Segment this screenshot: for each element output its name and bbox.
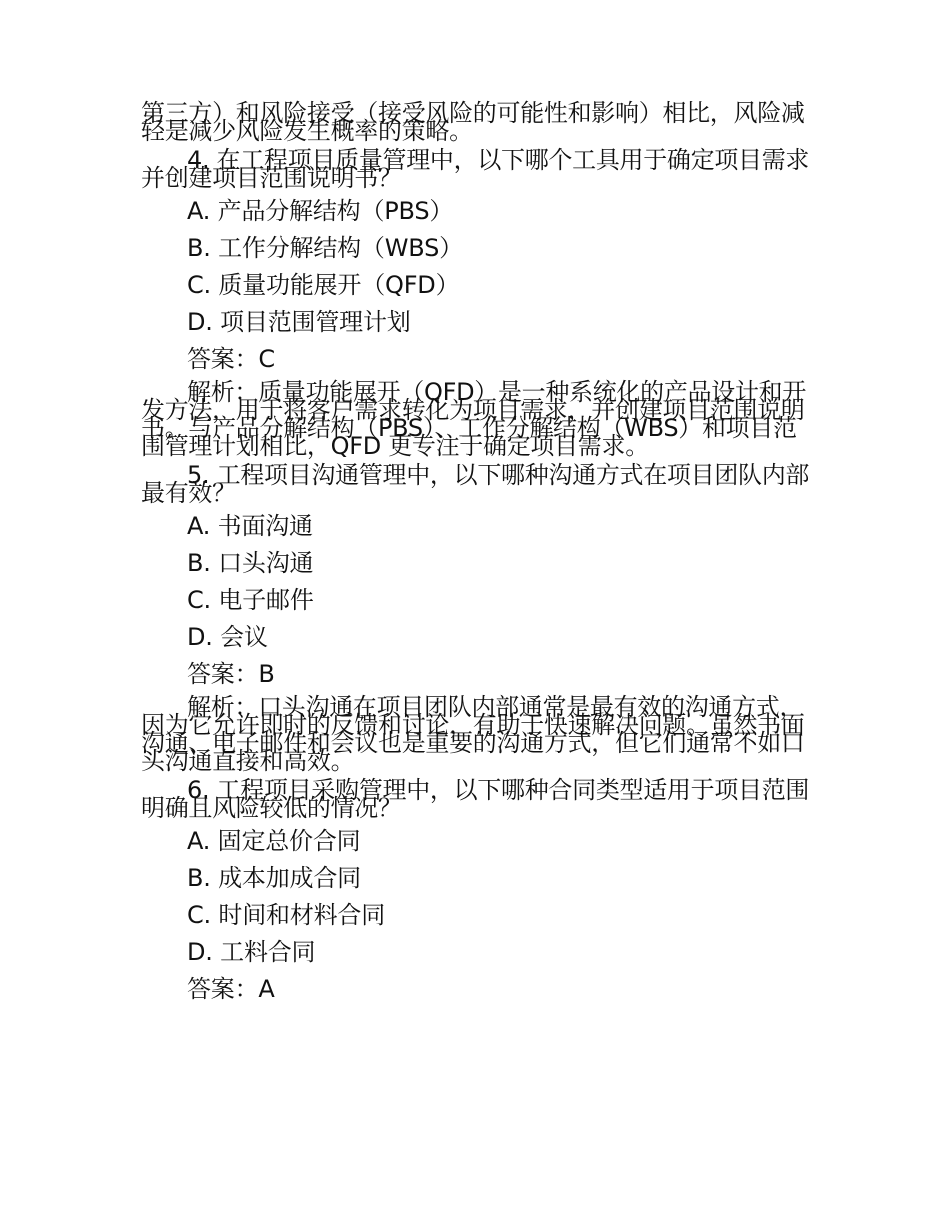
question-5-option-d: D. 会议 bbox=[187, 623, 268, 651]
question-4-answer: 答案：C bbox=[187, 345, 275, 373]
question-6-answer: 答案：A bbox=[187, 975, 275, 1003]
question-5-option-a: A. 书面沟通 bbox=[187, 512, 313, 540]
document-page bbox=[141, 99, 813, 1013]
question-5-answer: 答案：B bbox=[187, 660, 275, 688]
question-6-option-c: C. 时间和材料合同 bbox=[187, 901, 386, 929]
question-5-option-b: B. 口头沟通 bbox=[187, 549, 314, 577]
question-4-stem: 4. 在工程项目质量管理中，以下哪个工具用于确定项目需求并创建项目范围说明书？ bbox=[141, 146, 810, 192]
question-5-stem: 5. 工程项目沟通管理中，以下哪种沟通方式在项目团队内部最有效？ bbox=[141, 461, 810, 507]
question-6-option-d: D. 工料合同 bbox=[187, 938, 316, 966]
question-6-option-b: B. 成本加成合同 bbox=[187, 864, 361, 892]
question-4-analysis: 解析：质量功能展开（QFD）是一种系统化的产品设计和开发方法，用于将客户需求转化为项目需求，并创建项目范围说明书。与产品分解结构（PBS）、工作分解结构（WBS）和项目范围管理计划相比，QFD 更专注于确定项目需求。 bbox=[141, 378, 807, 460]
question-6-stem: 6. 工程项目采购管理中，以下哪种合同类型适用于项目范围明确且风险较低的情况？ bbox=[141, 776, 810, 822]
continuation-paragraph: 第三方）和风险接受（接受风险的可能性和影响）相比，风险减轻是减少风险发生概率的策略。 bbox=[141, 99, 805, 145]
question-4-option-a: A. 产品分解结构（PBS） bbox=[187, 197, 454, 225]
question-4-option-c: C. 质量功能展开（QFD） bbox=[187, 271, 460, 299]
question-4-option-d: D. 项目范围管理计划 bbox=[187, 308, 411, 336]
question-5-analysis: 解析：口头沟通在项目团队内部通常是最有效的沟通方式，因为它允许即时的反馈和讨论，有助于快速解决问题。虽然书面沟通、电子邮件和会议也是重要的沟通方式，但它们通常不如口头沟通直接和高效。 bbox=[141, 693, 805, 775]
question-5-option-c: C. 电子邮件 bbox=[187, 586, 314, 614]
question-6-option-a: A. 固定总价合同 bbox=[187, 827, 361, 855]
question-4-option-b: B. 工作分解结构（WBS） bbox=[187, 234, 463, 262]
